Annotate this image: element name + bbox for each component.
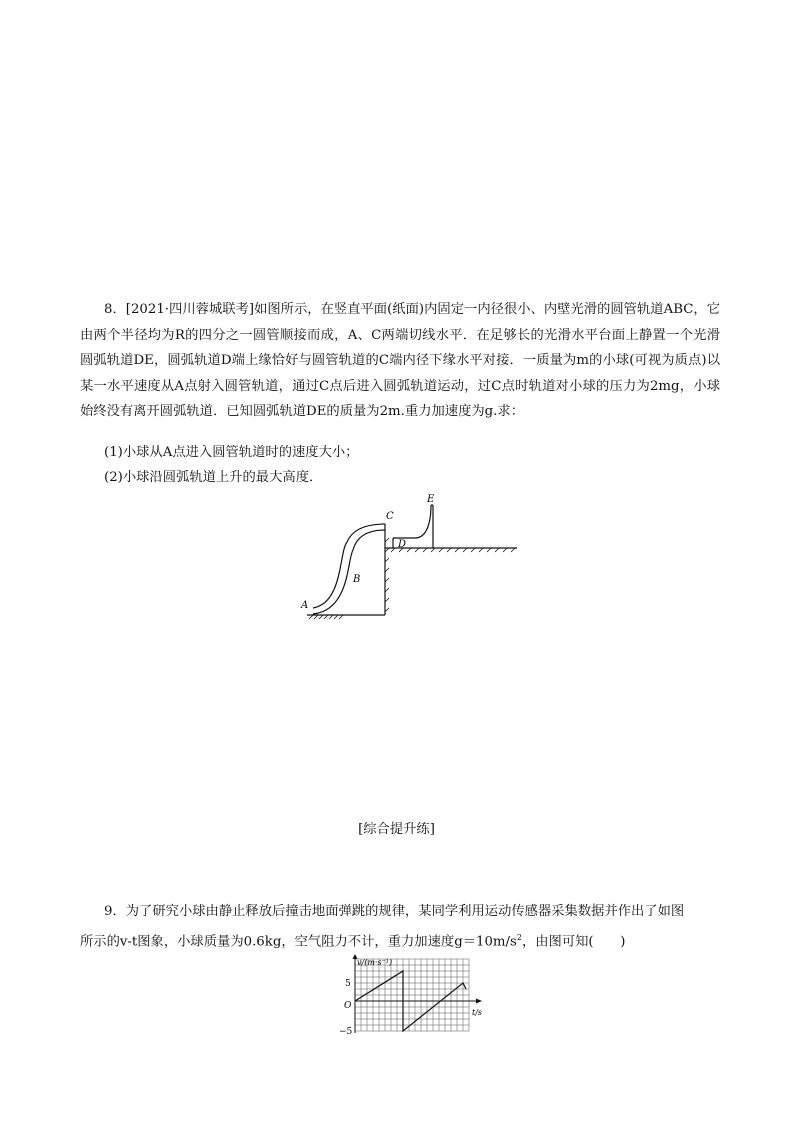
- label-b: B: [353, 574, 361, 585]
- label-a: A: [301, 600, 309, 611]
- x-axis-label: t/s: [472, 1008, 483, 1017]
- question-8-number: 8．: [104, 302, 126, 317]
- arc-track-de: [393, 505, 431, 538]
- graph-grid: [355, 959, 469, 1031]
- question-8-part-2: (2)小球沿圆弧轨道上升的最大高度．: [104, 470, 323, 485]
- label-e: E: [427, 494, 435, 505]
- question-9-text: [80, 899, 720, 954]
- question-9-number: 9．: [104, 904, 126, 919]
- tick-label-5: 5: [345, 979, 351, 989]
- question-8-source: [2021·四川蓉城联考]: [125, 302, 255, 317]
- tube-outer-wall: [313, 530, 385, 614]
- tick-label-neg5: −5: [339, 1027, 353, 1037]
- label-d: D: [398, 539, 407, 550]
- label-c: C: [386, 511, 394, 522]
- question-9-line-2-end: ，由图可知( ): [521, 933, 626, 949]
- question-8-text: [80, 297, 720, 425]
- question-9-line-2: 所示的v-t图象，小球质量为0.6kg，空气阻力不计，重力加速度g＝10m/s: [80, 933, 517, 949]
- question-9-line-1: 为了研究小球由静止释放后撞击地面弹跳的规律，某同学利用运动传感器采集数据并作出了如图: [125, 904, 685, 919]
- question-9-vt-graph: [335, 953, 495, 1039]
- support-hatch: [385, 538, 389, 612]
- question-8-figure: [295, 490, 525, 622]
- question-9-superscript: 2: [516, 932, 522, 942]
- origin-label: O: [344, 1001, 352, 1011]
- section-title: [综合提升练]: [358, 822, 435, 837]
- x-axis-arrow: [476, 999, 482, 1004]
- question-8-body: 如图所示，在竖直平面(纸面)内固定一内径很小、内壁光滑的圆管轨道ABC，它由两个半径均为R的四分之一圆管顺接而成，A、C两端切线水平．在足够长的光滑水平台面上静置一个光滑圆弧轨道DE，圆弧轨道D端上缘恰好与圆管轨道的C端内径下缘水平对接．一质量为m的小球(可视为质点)以某一水平速度从A点射入圆管轨道，通过C点后进入圆弧轨道运动，过C点时轨道对小球的压力为2mg，小球始终没有离开圆弧轨道．已知圆弧轨道DE的质量为2m.重力加速度为g.求：: [80, 302, 720, 419]
- question-8-part-1: (1)小球从A点进入圆管轨道时的速度大小；: [104, 445, 359, 460]
- y-axis-label: v/(m·s⁻¹): [357, 958, 393, 967]
